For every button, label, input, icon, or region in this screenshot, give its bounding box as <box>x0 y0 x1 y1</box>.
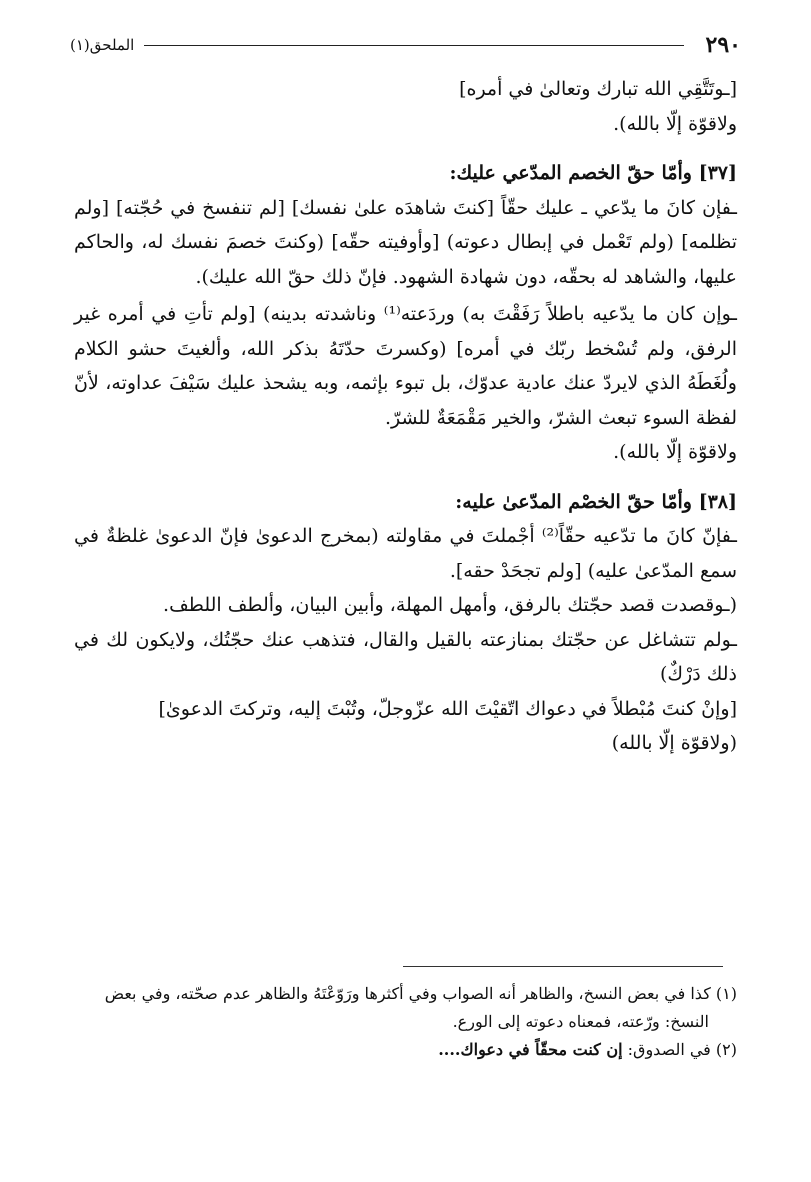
footnote-2-label: (٢) في الصدوق: <box>622 1040 737 1059</box>
header-rule <box>144 45 683 46</box>
paragraph: (ولاقوّة إلّا بالله) <box>611 732 737 754</box>
paragraph: [ـوتَتَّقِي الله تبارك وتعالىٰ في أمره] <box>459 78 737 100</box>
paragraph: ولاقوّة إلّا بالله). <box>613 441 737 463</box>
page-number: ٢٩٠ <box>705 32 741 58</box>
footnote-2 <box>74 1036 737 1064</box>
paragraph: (ـوقصدت قصد حجّتك بالرفق، وأمهل المهلة، وأبين البيان، وألطف اللطف. <box>163 594 737 616</box>
footnotes <box>74 980 737 1064</box>
footnote-rule <box>403 966 723 967</box>
paragraph: ـولم تتشاغل عن حجّتك بمنازعته بالقيل والقال، فتذهب عنك حجّتُك، ولايكون لك في ذلك دَرْكٌ) <box>74 628 737 685</box>
footnote-2-quote: إن كنت محقّاً في دعواك.... <box>438 1040 623 1059</box>
section-heading-38: [٣٨] وأمّا حقّ الخصْم المدّعىٰ عليه: <box>455 490 737 513</box>
paragraph: ولاقوّة إلّا بالله). <box>613 112 737 135</box>
running-title: الملحق(١) <box>70 36 135 54</box>
main-text <box>74 72 737 761</box>
paragraph: ـفإنّ كانَ ما تدّعيه حقّاً⁽²⁾ أجْملتَ في مقاولته (بمخرج الدعوىٰ فإنّ الدعوىٰ غلظةٌ في سمع المدّعىٰ عليه) [ولم تجحَدْ حقه]. <box>74 525 737 582</box>
page-header <box>70 28 741 62</box>
footnote-1: (١) كذا في بعض النسخ، والظاهر أنه الصواب وفي أكثرها ورَوّعْتَهُ والظاهر عدم صحّته، وفي بعض <box>104 984 737 1003</box>
paragraph: ـوإن كان ما يدّعيه باطلاً رَفَقْتَ به) وردَعته⁽¹⁾ وناشدته بدينه) [ولم تأتِ في أمره غير الرفق، ولم تُسْخط ربّك في أمره] (وكسرتَ حدّتَهُ بذكر الله، وألغيتَ حشو الكلام ولُغَطَهُ الذي لايردّ عنك عادية عدوّك، بل تبوء بإثمه، وبه يشحذ عليك سَيْفَ عداوته، لأنّ لفظة السوء تبعث الشرّ، والخير مَقْمَعَةٌ للشرّ. <box>74 303 737 429</box>
footnote-1-continued: النسخ: ورّعته، فمعناه دعوته إلى الورع. <box>452 1012 709 1031</box>
section-heading-37: [٣٧] وأمّا حقّ الخصم المدّعي عليك: <box>449 162 737 184</box>
paragraph: [وإنْ كنتَ مُبْطلاً في دعواك اتّقيْتَ الله عزّوجلّ، وتُبْتَ إليه، وتركتَ الدعوىٰ] <box>158 697 737 720</box>
paragraph: ـفإن كانَ ما يدّعي ـ عليك حقّاً [كنتَ شاهدَه علىٰ نفسك] [لم تنفسخ في حُجّته] [ولم تظلمه] (ولم تَعْمل في إبطال دعوته) [وأوفيته حقّه] (وكنتَ خصمَ نفسك له، والحاكم عليها، والشاهد له بحقّه، دون شهادة الشهود. فإنّ ذلك حقّ الله عليك). <box>74 196 737 288</box>
